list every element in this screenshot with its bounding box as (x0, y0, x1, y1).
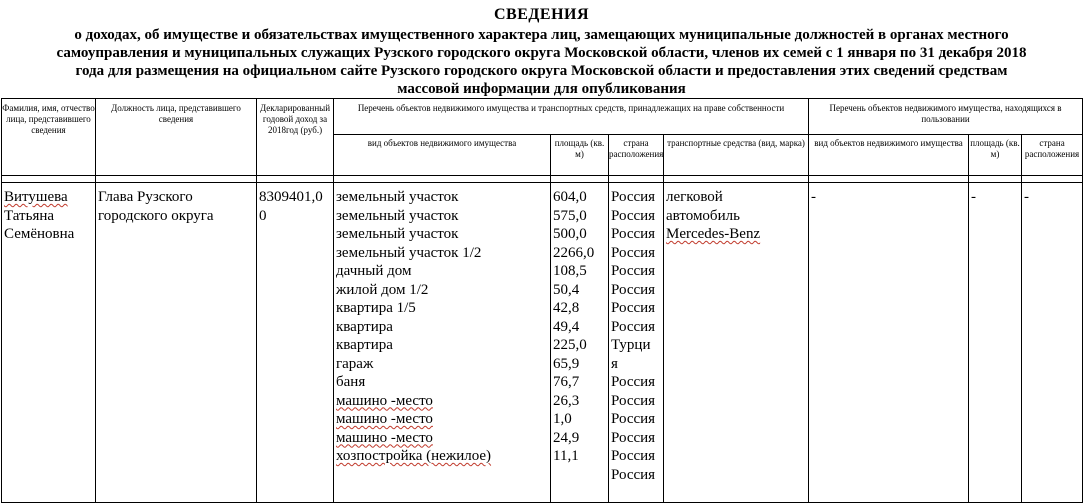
list-item: квартира (336, 337, 393, 353)
position-line: Глава Рузского (98, 189, 193, 205)
list-item: 1,0 (553, 411, 572, 427)
list-item: 11,1 (553, 448, 579, 464)
list-item: земельный участок (336, 207, 459, 224)
header-position: Должность лица, представившего сведения (96, 99, 257, 176)
list-item: машино -место (336, 392, 433, 409)
used-country-value: - (1024, 189, 1030, 205)
list-item: 76,7 (553, 374, 580, 390)
spacer-cell (809, 176, 969, 183)
header-used-group: Перечень объектов недвижимого имущества, находящихся в пользовании (809, 99, 1083, 135)
list-item: Россия (611, 392, 656, 409)
subtitle-line-4: массовой информации для опубликования (397, 81, 686, 97)
used-type-value: - (811, 189, 817, 205)
list-item: Россия (611, 263, 656, 279)
list-item: 26,3 (553, 392, 580, 409)
list-item: 24,9 (553, 429, 580, 446)
list-item: Россия (611, 318, 656, 335)
list-item: Россия (611, 226, 656, 242)
used-area-value: - (971, 189, 977, 205)
list-item: Турци (611, 337, 651, 353)
cell-position (96, 183, 257, 503)
name-line: Семёновна (4, 226, 75, 242)
spacer-cell (2, 176, 96, 183)
list-item: Россия (611, 429, 656, 446)
list-item: 225,0 (553, 337, 587, 353)
vehicle-line: Mercedes-Benz (666, 226, 761, 242)
list-item: земельный участок (336, 226, 459, 242)
header-owned-country: страна расположения (609, 135, 664, 176)
list-item: Россия (611, 448, 656, 464)
list-item: Россия (611, 411, 656, 427)
cell-used-area (969, 183, 1022, 503)
name-line: Витушева (4, 189, 68, 205)
cell-income (257, 183, 334, 503)
vehicle-line: автомобиль (666, 207, 740, 224)
cell-areas (551, 183, 609, 503)
header-owned-area: площадь (кв. м) (551, 135, 609, 176)
list-item: 50,4 (553, 281, 580, 298)
header-income: Декларированный годовой доход за 2018год (руб.) (257, 99, 334, 176)
spacer-cell (1022, 176, 1083, 183)
spacer-cell (96, 176, 257, 183)
spacer-cell (334, 176, 551, 183)
list-item: хозпостройка (нежилое) (336, 448, 492, 464)
cell-property-types (334, 183, 551, 503)
table-row (2, 183, 1083, 503)
list-item: баня (336, 374, 366, 390)
header-used-country: страна расположения (1022, 135, 1083, 176)
subtitle-line-2: самоуправления и муниципальных служащих Рузского городского округа Московской области, членов их семей с 1 января по 31 декабря 2018 (56, 45, 1027, 61)
income-line: 0 (259, 207, 267, 224)
page-title: СВЕДЕНИЯ (493, 6, 590, 23)
spacer-cell (609, 176, 664, 183)
list-item: Россия (611, 189, 656, 205)
header-name: Фамилия, имя, отчество лица, представившего сведения (2, 99, 96, 176)
vehicle-line: легковой (666, 189, 723, 205)
cell-name (2, 183, 96, 503)
list-item: Россия (611, 466, 656, 483)
list-item: 49,4 (553, 318, 580, 335)
subtitle-line-1: о доходах, об имуществе и обязательствах имущественного характера лиц, замещающих муниципальные должностей в органах местного (74, 27, 1009, 43)
spacer-cell (664, 176, 809, 183)
spacer-cell (551, 176, 609, 183)
list-item: я (611, 355, 618, 372)
list-item: 108,5 (553, 263, 587, 279)
list-item: 65,9 (553, 355, 580, 372)
header-vehicles: транспортные средства (вид, марка) (664, 135, 809, 176)
cell-vehicles (664, 183, 809, 503)
list-item: жилой дом 1/2 (336, 281, 429, 298)
name-line: Татьяна (4, 207, 55, 224)
cell-used-country (1022, 183, 1083, 503)
list-item: 42,8 (553, 300, 580, 316)
list-item: гараж (336, 355, 374, 372)
cell-used-type (809, 183, 969, 503)
list-item: Россия (611, 207, 656, 224)
list-item: 2266,0 (553, 244, 595, 261)
header-owned-group: Перечень объектов недвижимого имущества и транспортных средств, принадлежащих на праве собственности (334, 99, 809, 135)
header-owned-type: вид объектов недвижимого имущества (334, 135, 551, 176)
declaration-table (1, 98, 1083, 503)
cell-countries (609, 183, 664, 503)
list-item: машино -место (336, 429, 433, 446)
header-used-area: площадь (кв. м) (969, 135, 1022, 176)
list-item: машино -место (336, 411, 433, 427)
list-item: Россия (611, 374, 656, 390)
list-item: 500,0 (553, 226, 587, 242)
spacer-cell (257, 176, 334, 183)
list-item: земельный участок (336, 189, 459, 205)
list-item: дачный дом (336, 263, 412, 279)
subtitle-line-3: года для размещения на официальном сайте Рузского городского округа Московской области и предоставления этих сведений средствам (75, 63, 1008, 79)
list-item: 575,0 (553, 207, 587, 224)
list-item: Россия (611, 300, 656, 316)
list-item: Россия (611, 281, 656, 298)
position-line: городского округа (98, 207, 214, 224)
list-item: квартира (336, 318, 393, 335)
income-line: 8309401,0 (259, 189, 323, 205)
list-item: квартира 1/5 (336, 300, 416, 316)
list-item: 604,0 (553, 189, 587, 205)
header-used-type: вид объектов недвижимого имущества (809, 135, 969, 176)
list-item: земельный участок 1/2 (336, 244, 482, 261)
list-item: Россия (611, 244, 656, 261)
spacer-cell (969, 176, 1022, 183)
